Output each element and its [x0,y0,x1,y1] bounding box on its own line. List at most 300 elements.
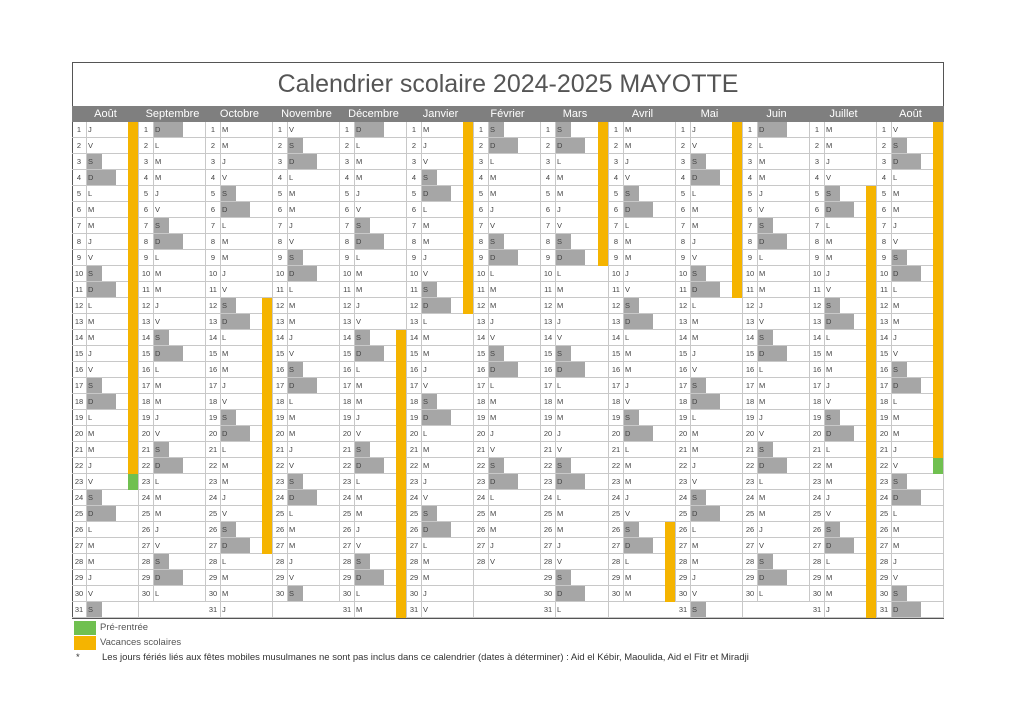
day-number: 20 [810,426,825,441]
day-cell [609,346,676,362]
day-number: 7 [474,218,489,233]
vacation-mark [665,554,675,570]
day-cell [206,298,273,314]
vacation-mark [128,410,138,426]
day-number: 27 [474,538,489,553]
weekday-letter: S [557,573,563,582]
weekday-letter: V [557,221,563,230]
day-cell [72,298,139,314]
weekday-letter: D [692,509,698,518]
day-cell [609,154,676,170]
month-name: Juin [766,108,787,120]
day-number: 1 [139,122,154,137]
day-cell [609,234,676,250]
day-number: 4 [877,170,892,185]
day-cell [474,522,541,538]
weekday-letter: S [625,413,631,422]
day-cell [139,586,206,602]
weekday-letter: J [625,269,629,278]
vacation-mark [128,298,138,314]
weekday-letter: V [557,557,563,566]
weekday-letter: D [826,317,832,326]
vacation-mark [933,426,943,442]
day-number: 10 [474,266,489,281]
day-number: 2 [72,138,87,153]
day-number: 14 [72,330,87,345]
vacation-mark [866,362,876,378]
month-column [273,122,340,619]
day-number: 7 [676,218,691,233]
month-column [676,122,743,619]
weekday-letter: D [88,509,94,518]
day-cell [877,250,944,266]
weekday-letter: V [222,173,228,182]
weekday-letter: D [356,125,362,134]
vacation-mark [463,218,473,234]
day-number: 24 [407,490,422,505]
day-number: 6 [877,202,892,217]
weekday-letter: S [826,301,832,310]
weekday-letter: M [490,413,497,422]
vacation-mark [463,170,473,186]
weekday-letter: J [423,253,427,262]
day-number: 17 [474,378,489,393]
weekday-letter: S [88,157,94,166]
month-column [474,122,541,619]
month-name: Décembre [348,108,399,120]
day-number: 18 [743,394,758,409]
weekday-letter: J [289,333,293,342]
day-number: 18 [340,394,355,409]
day-cell [72,122,139,138]
day-cell [609,490,676,506]
weekday-letter: J [289,221,293,230]
day-cell [474,442,541,458]
day-cell [609,250,676,266]
day-number: 9 [407,250,422,265]
day-number: 13 [273,314,288,329]
day-cell [676,586,743,602]
weekday-letter: M [222,365,229,374]
weekday-letter: M [692,541,699,550]
day-cell [877,122,944,138]
day-cell [206,394,273,410]
day-number: 25 [474,506,489,521]
day-number: 22 [877,458,892,473]
day-number: 27 [340,538,355,553]
weekday-letter: L [490,157,495,166]
weekday-letter: D [222,317,228,326]
day-number: 18 [676,394,691,409]
day-cell [810,506,877,522]
weekday-letter: D [692,173,698,182]
day-number: 21 [273,442,288,457]
weekday-letter: M [893,413,900,422]
vacation-mark [732,202,742,218]
day-cell [474,458,541,474]
weekday-letter: S [155,333,161,342]
weekday-letter: V [557,333,563,342]
day-cell [541,282,609,298]
day-number: 15 [676,346,691,361]
day-cell [72,378,139,394]
day-cell [676,314,743,330]
vacation-mark [866,490,876,506]
day-cell [206,202,273,218]
day-number: 10 [340,266,355,281]
day-cell [541,586,609,602]
day-cell [273,186,340,202]
weekday-letter: L [222,445,227,454]
vacation-mark [396,362,406,378]
weekday-letter: S [826,413,832,422]
weekday-letter: J [557,317,561,326]
day-cell [609,298,676,314]
day-cell [206,474,273,490]
day-cell [206,570,273,586]
day-number: 13 [676,314,691,329]
day-number: 24 [676,490,691,505]
weekday-letter: V [692,253,698,262]
day-cell [340,570,407,586]
day-number: 20 [206,426,221,441]
day-number: 26 [474,522,489,537]
day-number: 28 [743,554,758,569]
vacation-mark [262,426,272,442]
day-number: 27 [407,538,422,553]
weekday-letter: M [356,285,363,294]
weekday-letter: M [625,573,632,582]
day-cell [676,250,743,266]
vacation-mark [262,458,272,474]
day-cell [877,362,944,378]
day-cell [206,442,273,458]
day-cell [877,138,944,154]
day-number: 13 [407,314,422,329]
day-number: 1 [474,122,489,137]
day-cell [609,538,676,554]
day-cell [407,282,474,298]
day-cell [810,442,877,458]
weekday-letter: L [356,141,361,150]
day-number: 12 [609,298,624,313]
weekday-letter: M [826,477,833,486]
day-number: 11 [474,282,489,297]
day-cell [541,490,609,506]
day-cell [407,330,474,346]
weekday-letter: V [490,445,496,454]
vacation-mark [463,154,473,170]
day-cell [139,490,206,506]
day-number: 15 [72,346,87,361]
weekday-letter: M [222,141,229,150]
weekday-letter: D [893,269,899,278]
day-number: 9 [877,250,892,265]
day-number: 13 [810,314,825,329]
weekday-letter: D [692,285,698,294]
weekday-letter: V [222,285,228,294]
month-name: Septembre [145,108,200,120]
day-cell [609,442,676,458]
day-number: 18 [810,394,825,409]
vacation-mark [933,170,943,186]
day-number: 26 [340,522,355,537]
weekday-letter: S [155,557,161,566]
day-cell [407,186,474,202]
day-number: 4 [676,170,691,185]
day-cell [139,218,206,234]
day-number: 1 [72,122,87,137]
weekday-letter: M [356,157,363,166]
day-number: 30 [676,586,691,601]
day-cell [676,298,743,314]
day-number: 15 [273,346,288,361]
weekday-letter: L [155,253,160,262]
weekday-letter: D [759,349,765,358]
day-number: 11 [877,282,892,297]
weekday-letter: J [625,493,629,502]
day-cell [474,202,541,218]
day-cell [340,410,407,426]
day-number: 30 [609,586,624,601]
day-cell [72,410,139,426]
weekday-letter: M [625,589,632,598]
day-number: 12 [340,298,355,313]
day-cell [541,346,609,362]
day-cell [206,170,273,186]
day-number: 25 [340,506,355,521]
day-number: 17 [743,378,758,393]
vacation-mark [866,442,876,458]
day-number: 2 [340,138,355,153]
day-number: 20 [877,426,892,441]
month-name: Août [94,108,117,120]
weekday-letter: D [155,461,161,470]
day-number: 27 [810,538,825,553]
weekday-letter: M [692,429,699,438]
day-cell [407,250,474,266]
day-number: 23 [407,474,422,489]
weekday-letter: V [423,269,429,278]
weekday-letter: J [222,381,226,390]
day-number: 9 [676,250,691,265]
day-cell [407,586,474,602]
day-number: 14 [877,330,892,345]
vacation-mark [866,522,876,538]
legend-label-pre-rentree: Pré-rentrée [100,622,149,633]
day-cell [340,186,407,202]
vacation-mark [866,586,876,602]
weekday-letter: M [88,317,95,326]
weekday-letter: L [289,173,294,182]
vacation-mark [128,330,138,346]
day-number: 16 [139,362,154,377]
day-number: 16 [877,362,892,377]
day-cell [743,282,810,298]
day-cell [273,266,340,282]
day-cell [810,314,877,330]
weekday-letter: M [826,573,833,582]
day-cell [474,538,541,554]
day-cell [139,154,206,170]
day-number: 13 [541,314,556,329]
day-cell [407,490,474,506]
weekday-letter: D [88,397,94,406]
day-cell [72,586,139,602]
day-cell [474,362,541,378]
day-number: 29 [810,570,825,585]
day-cell [407,170,474,186]
weekday-letter: V [289,573,295,582]
weekday-letter: S [88,269,94,278]
weekday-letter: J [490,205,494,214]
weekday-letter: L [490,381,495,390]
weekday-letter: L [155,141,160,150]
weekday-letter: L [356,365,361,374]
day-cell [877,522,944,538]
day-number: 9 [206,250,221,265]
vacation-mark [463,202,473,218]
day-cell [72,490,139,506]
day-cell [609,506,676,522]
weekday-letter: L [692,189,697,198]
weekday-letter: V [893,125,899,134]
weekday-letter: S [423,173,429,182]
day-cell [541,410,609,426]
day-cell [206,250,273,266]
weekday-letter: M [423,349,430,358]
day-number: 11 [72,282,87,297]
weekday-letter: D [423,301,429,310]
day-cell [407,602,474,618]
vacation-mark [262,538,272,554]
day-cell [340,298,407,314]
day-number: 21 [609,442,624,457]
vacation-mark [933,266,943,282]
day-cell [139,202,206,218]
day-cell [877,234,944,250]
weekday-letter: M [88,333,95,342]
weekday-letter: M [625,365,632,374]
weekday-letter: V [88,589,94,598]
weekday-letter: J [826,157,830,166]
day-number: 29 [139,570,154,585]
day-cell [273,506,340,522]
day-cell [139,346,206,362]
vacation-mark [866,218,876,234]
weekday-letter: J [423,477,427,486]
day-number: 16 [273,362,288,377]
day-number: 15 [474,346,489,361]
weekday-letter: V [759,317,765,326]
day-number: 27 [273,538,288,553]
weekday-letter: M [88,205,95,214]
day-cell [877,394,944,410]
day-number: 14 [407,330,422,345]
day-number: 29 [273,570,288,585]
day-cell [676,362,743,378]
vacation-mark [598,218,608,234]
day-number: 3 [877,154,892,169]
day-number: 22 [206,458,221,473]
day-number: 29 [340,570,355,585]
weekday-letter: S [356,221,362,230]
vacation-mark [866,234,876,250]
vacation-mark [866,186,876,202]
weekday-letter: S [289,141,295,150]
month-name: Août [899,108,922,120]
vacation-mark [866,250,876,266]
vacation-mark [866,554,876,570]
day-number: 20 [273,426,288,441]
vacation-mark [128,218,138,234]
day-number: 22 [273,458,288,473]
day-cell [72,602,139,618]
day-number: 23 [340,474,355,489]
weekday-letter: J [759,413,763,422]
vacation-mark [866,282,876,298]
day-number: 7 [340,218,355,233]
day-cell [139,570,206,586]
day-number: 1 [810,122,825,137]
day-cell [541,570,609,586]
day-cell [139,170,206,186]
weekday-letter: M [692,221,699,230]
day-cell [474,410,541,426]
day-cell [810,234,877,250]
day-number: 11 [273,282,288,297]
day-cell [139,330,206,346]
weekday-letter: V [88,477,94,486]
day-number: 15 [139,346,154,361]
vacation-mark [128,170,138,186]
day-cell [206,362,273,378]
weekday-letter: M [826,589,833,598]
day-cell [206,378,273,394]
day-number: 26 [676,522,691,537]
weekday-letter: J [692,349,696,358]
day-cell [541,186,609,202]
day-cell [139,410,206,426]
day-number: 25 [609,506,624,521]
day-cell [676,330,743,346]
day-number: 31 [340,602,355,617]
day-cell [810,282,877,298]
day-cell [139,138,206,154]
day-cell [743,298,810,314]
day-cell [877,218,944,234]
day-cell [139,394,206,410]
day-cell [72,346,139,362]
weekday-letter: L [289,285,294,294]
day-number: 10 [541,266,556,281]
vacation-mark [732,250,742,266]
day-number: 21 [139,442,154,457]
weekday-letter: M [759,269,766,278]
weekday-letter: M [490,285,497,294]
day-number: 3 [743,154,758,169]
day-cell [474,586,541,602]
weekday-letter: D [692,397,698,406]
weekday-letter: J [88,125,92,134]
day-cell [407,522,474,538]
weekday-letter: L [557,605,562,614]
day-cell [273,602,340,618]
day-number: 31 [676,602,691,617]
vacation-mark [732,266,742,282]
day-cell [72,282,139,298]
weekday-letter: M [490,189,497,198]
